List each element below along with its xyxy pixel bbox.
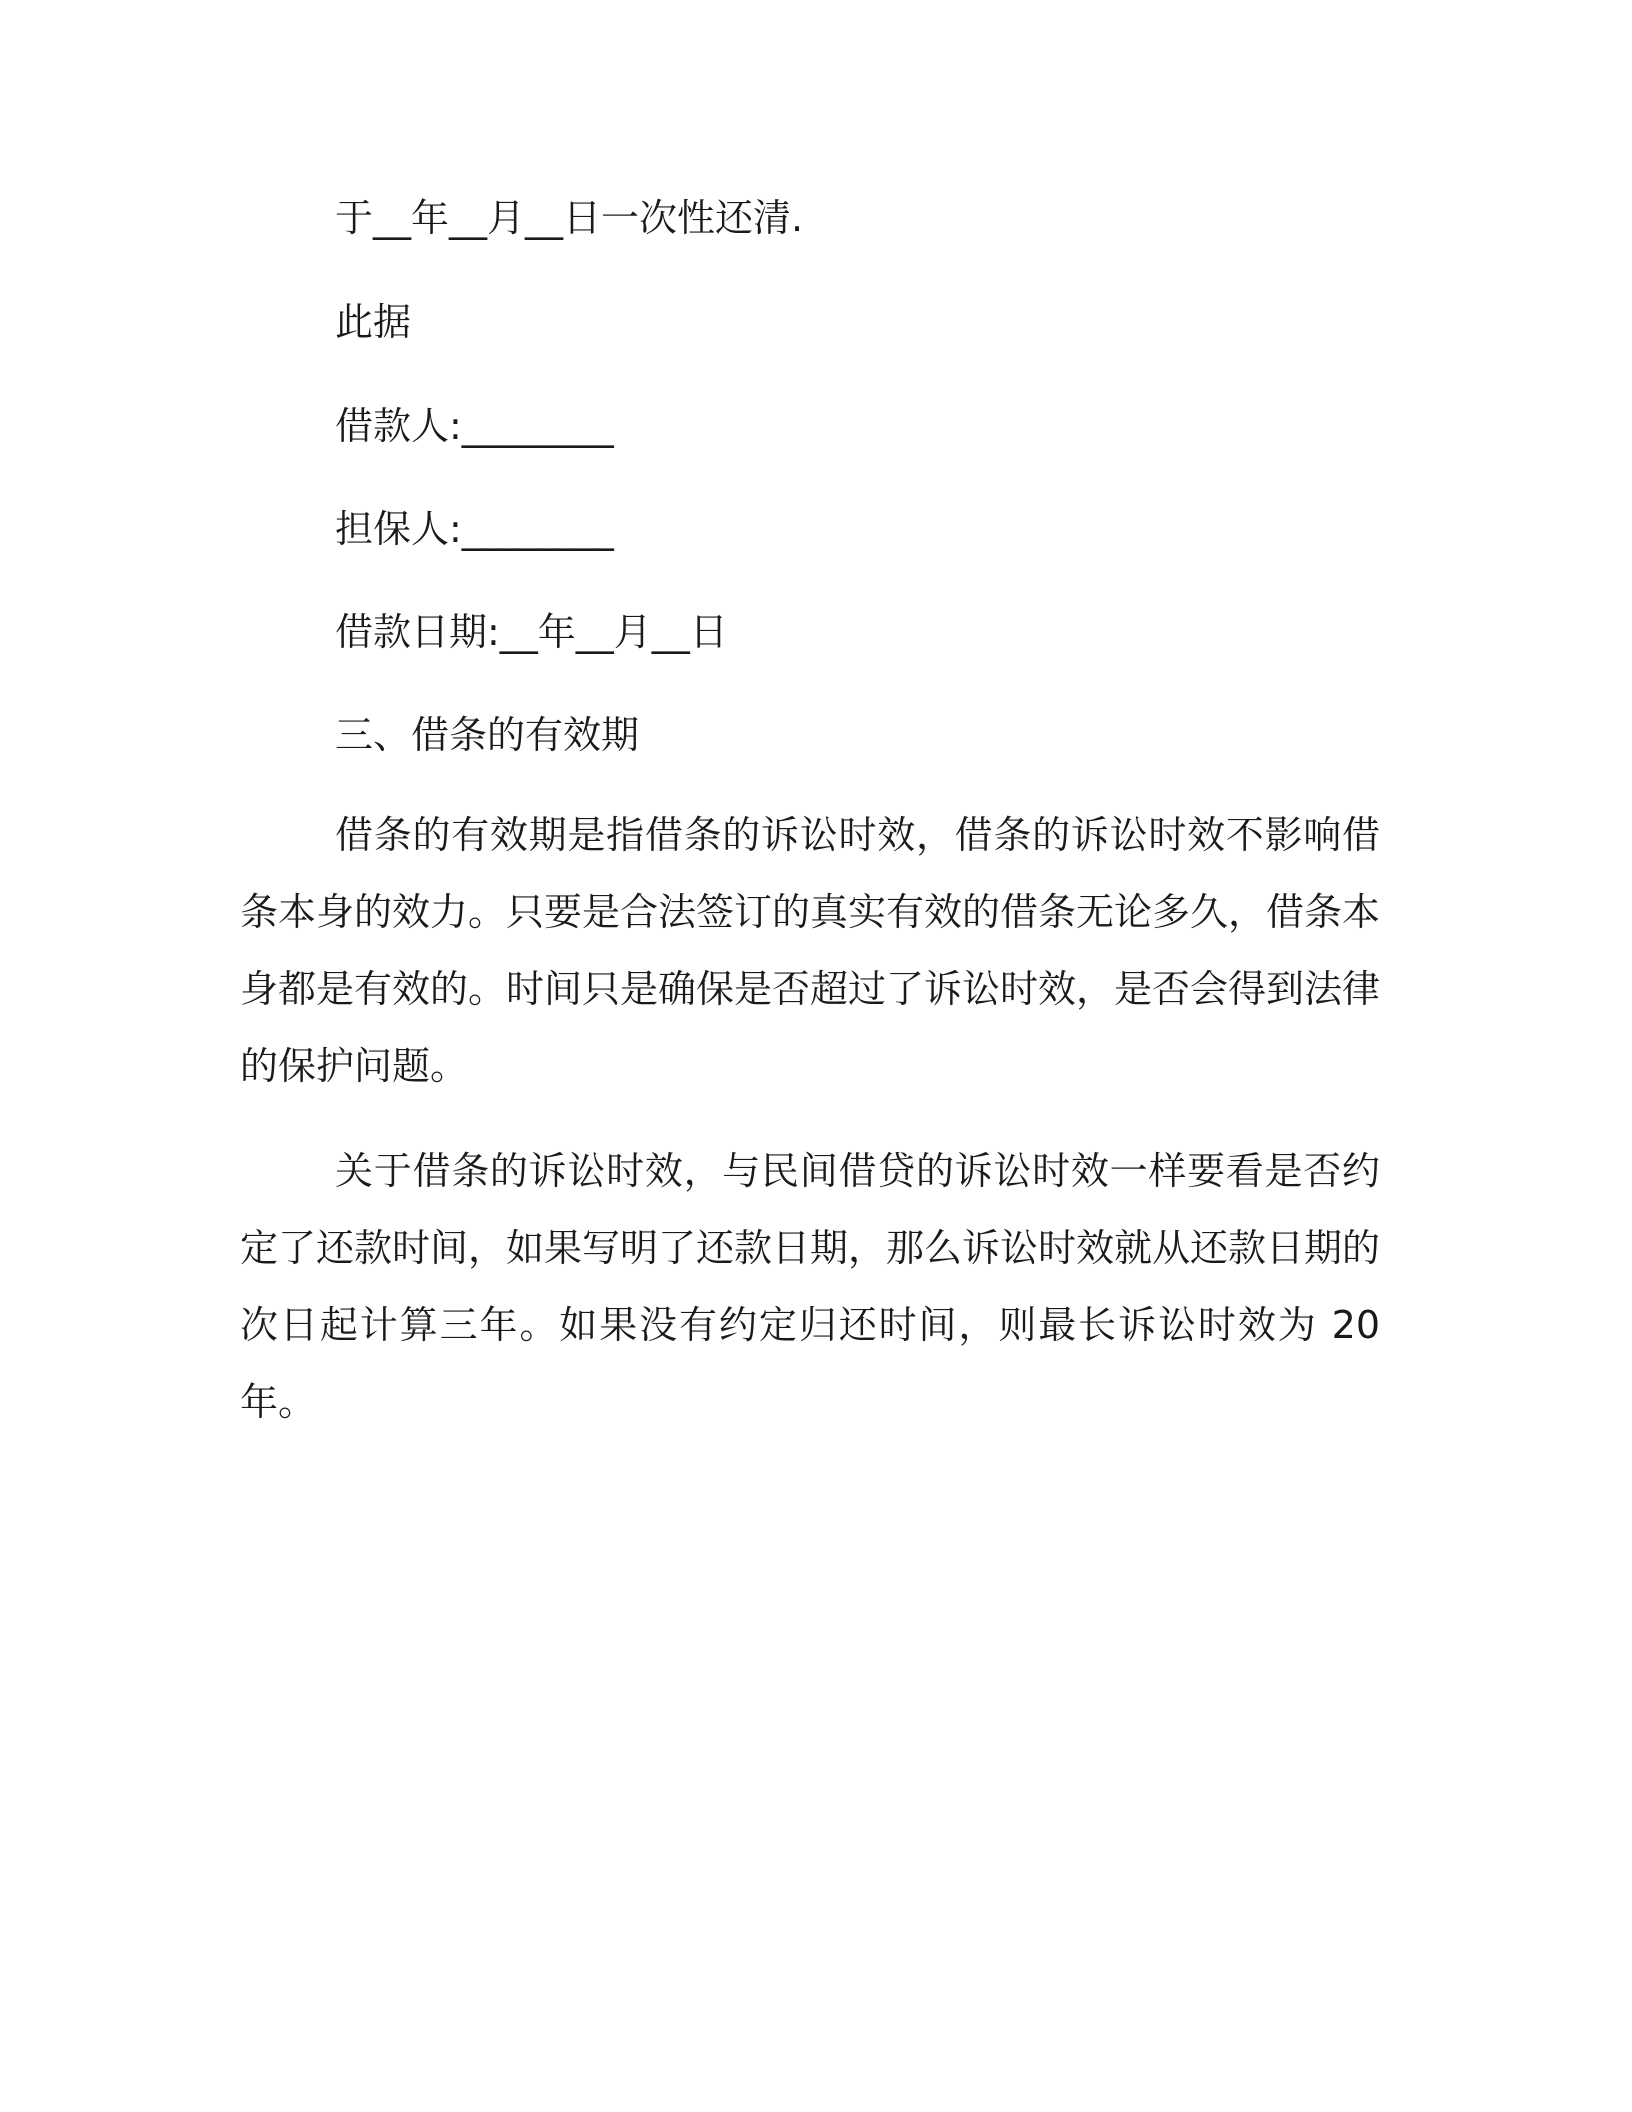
body-paragraph: 借条的有效期是指借条的诉讼时效，借条的诉讼时效不影响借条本身的效力。只要是合法签订的真实有效的借条无论多久，借条本身都是有效的。时间只是确保是否超过了诉讼时效，是否会得到法律的保护问题。 <box>240 813 1381 1088</box>
repayment-clause: 于__年__月__日一次性还清. <box>335 196 804 240</box>
borrower-signature-line: 借款人:________ <box>335 404 614 448</box>
body-paragraph: 关于借条的诉讼时效，与民间借贷的诉讼时效一样要看是否约定了还款时间，如果写明了还款日期，那么诉讼时效就从还款日期的次日起计算三年。如果没有约定归还时间，则最长诉讼时效为 20 年。 <box>240 1149 1381 1424</box>
guarantor-signature-line: 担保人:________ <box>335 507 614 551</box>
basis-line: 此据 <box>335 300 412 344</box>
section-heading: 三、借条的有效期 <box>335 713 640 757</box>
borrow-date-line: 借款日期:__年__月__日 <box>335 610 728 654</box>
